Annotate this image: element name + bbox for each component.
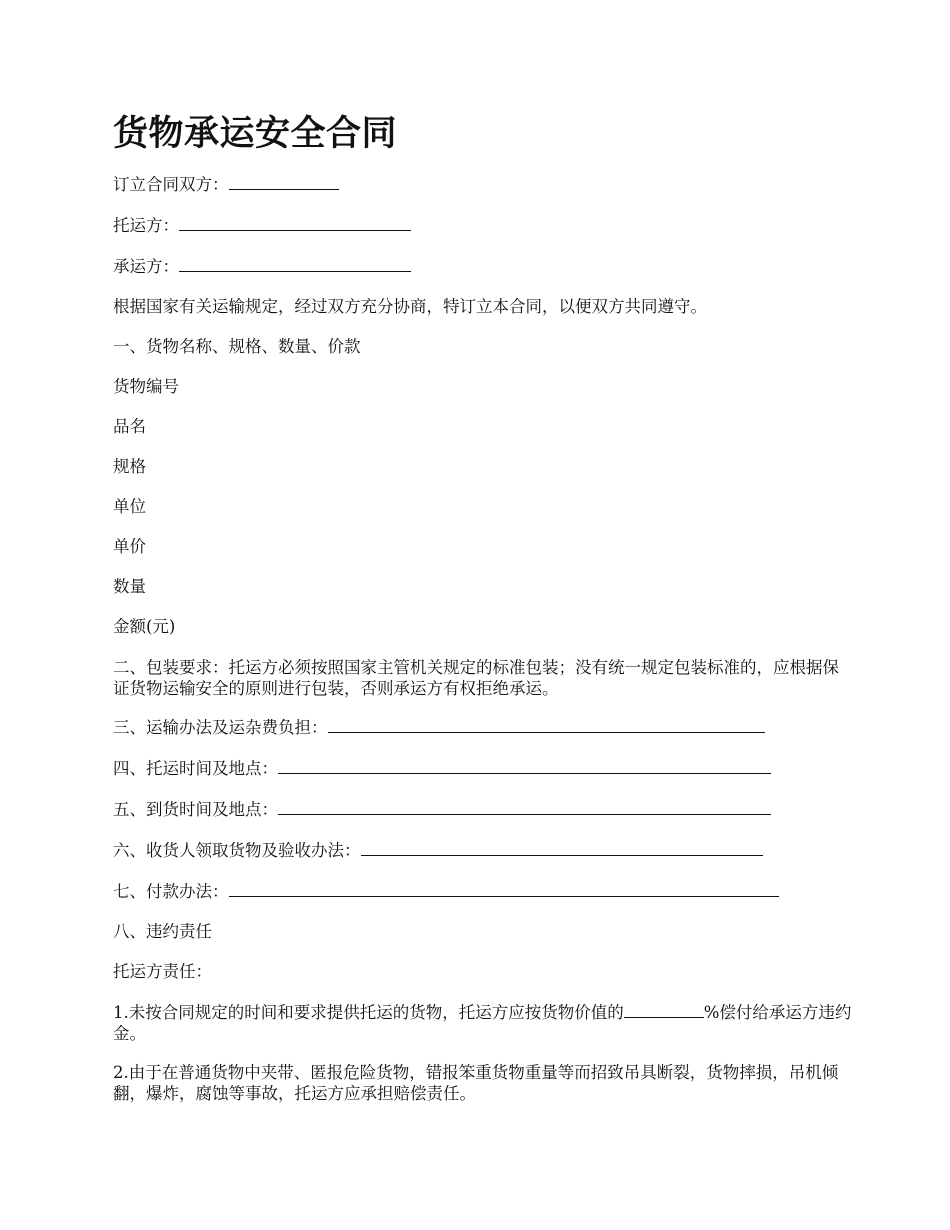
section8-heading: 八、违约责任 <box>113 922 212 941</box>
carrier-line <box>113 256 870 277</box>
section6-label: 六、收货人领取货物及验收办法： <box>113 841 361 860</box>
section5-line <box>113 799 870 820</box>
item1-text-after: %偿付给承运方违约金。 <box>113 1003 852 1043</box>
carrier-label: 承运方： <box>113 257 179 276</box>
field-unit-price: 单价 <box>113 537 146 556</box>
section4-label: 四、托运时间及地点： <box>113 759 278 778</box>
section2-packaging: 二、包装要求：托运方必须按照国家主管机关规定的标准包装；没有统一规定包装标准的，应根据保证货物运输安全的原则进行包装，否则承运方有权拒绝承运。 <box>113 658 839 698</box>
consignor-label: 托运方： <box>113 216 179 235</box>
consignor-blank[interactable] <box>179 215 411 231</box>
section4-blank[interactable] <box>278 758 771 774</box>
section7-line <box>113 881 870 902</box>
intro-paragraph: 根据国家有关运输规定，经过双方充分协商，特订立本合同，以便双方共同遵守。 <box>113 297 707 316</box>
document-title: 货物承运安全合同 <box>113 113 398 154</box>
section7-blank[interactable] <box>229 881 779 897</box>
section1-heading: 一、货物名称、规格、数量、价款 <box>113 337 361 356</box>
item1-text-before: 1.未按合同规定的时间和要求提供托运的货物，托运方应按货物价值的 <box>113 1003 624 1022</box>
carrier-blank[interactable] <box>179 256 411 272</box>
section5-blank[interactable] <box>278 799 771 815</box>
section5-label: 五、到货时间及地点： <box>113 800 278 819</box>
field-specification: 规格 <box>113 457 146 476</box>
parties-blank[interactable] <box>229 174 339 190</box>
field-quantity: 数量 <box>113 577 146 596</box>
section6-line <box>113 840 870 861</box>
field-product-name: 品名 <box>113 417 146 436</box>
field-amount: 金额(元) <box>113 617 176 636</box>
responsibility-item-2: 2.由于在普通货物中夹带、匿报危险货物，错报笨重货物重量等而招致吊具断裂，货物摔损，吊机倾翻，爆炸，腐蚀等事故，托运方应承担赔偿责任。 <box>113 1063 839 1103</box>
item1-percent-blank[interactable] <box>624 1002 704 1018</box>
parties-label: 订立合同双方： <box>113 175 229 194</box>
consignor-line <box>113 215 870 236</box>
field-unit: 单位 <box>113 497 146 516</box>
section7-label: 七、付款办法： <box>113 882 229 901</box>
section3-label: 三、运输办法及运杂费负担： <box>113 718 328 737</box>
section4-line <box>113 758 870 779</box>
section3-line <box>113 717 870 738</box>
field-goods-number: 货物编号 <box>113 377 179 396</box>
section3-blank[interactable] <box>328 717 765 733</box>
consignor-responsibility-heading: 托运方责任： <box>113 962 212 981</box>
responsibility-item-1 <box>113 1002 853 1044</box>
section6-blank[interactable] <box>361 840 763 856</box>
parties-line <box>113 174 870 195</box>
